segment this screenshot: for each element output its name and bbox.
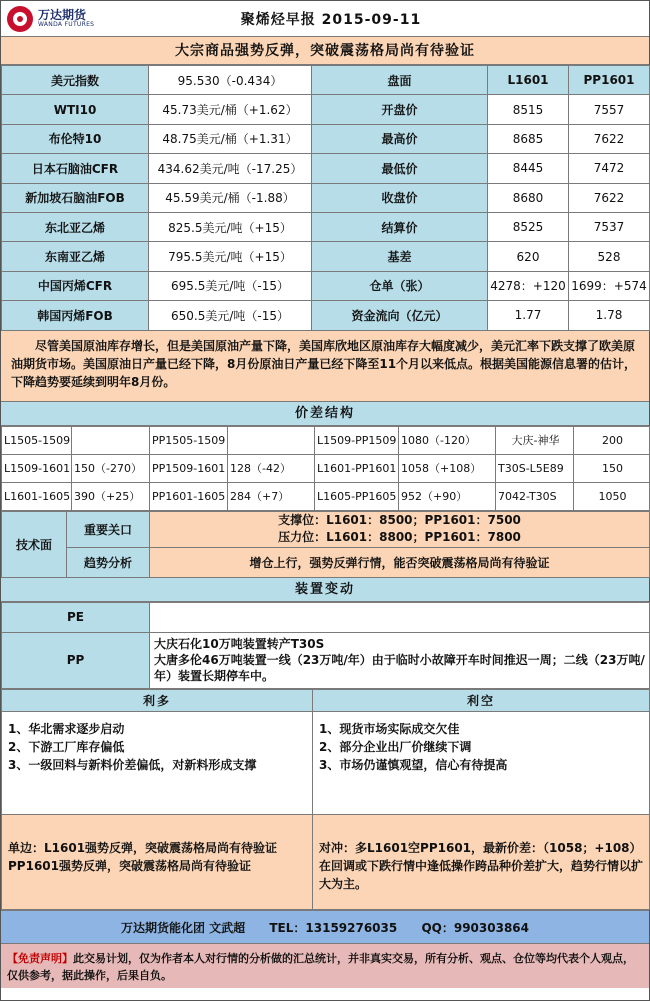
contact-tel: TEL：13159276035 [269, 920, 398, 935]
indicator-value: 650.5美元/吨（-15） [149, 301, 312, 330]
market-row [2, 301, 650, 330]
device-section-title: 装置变动 [1, 578, 649, 602]
pp1601-value: 528 [569, 242, 650, 271]
pe-device-text [150, 602, 650, 632]
pp1601-value: 1699：+574 [569, 271, 650, 300]
key-level-label: 重要关口 [67, 511, 150, 547]
disclaimer-text: 此交易计划，仅为作者本人对行情的分析做的汇总统计，并非真实交易，所有分析、观点、仓位等均代表个人观点，仅供参考，据此操作，后果自负。 [7, 951, 634, 982]
spread-table [1, 426, 650, 511]
contact-footer [1, 910, 649, 944]
market-row [2, 183, 650, 212]
pp-device-text [150, 632, 650, 688]
quote-field: 基差 [312, 242, 488, 271]
market-row [2, 95, 650, 124]
indicator-value: 434.62美元/吨（-17.25） [149, 154, 312, 183]
spread-value [228, 426, 315, 454]
market-row [2, 66, 650, 95]
grade-spread-value: 1050 [574, 482, 650, 510]
logo-name-cn: 万达期货 [38, 8, 87, 23]
quote-field: 最高价 [312, 124, 488, 153]
pp-label: PP [2, 632, 150, 688]
pp1601-value: PP1601 [569, 66, 650, 95]
bull-factors [2, 711, 313, 814]
disclaimer [1, 944, 649, 988]
indicator-name: 美元指数 [2, 66, 149, 95]
indicator-name: 韩国丙烯FOB [2, 301, 149, 330]
quote-field: 盘面 [312, 66, 488, 95]
market-row [2, 124, 650, 153]
pp1601-value: 7622 [569, 183, 650, 212]
trend-label: 趋势分析 [67, 547, 150, 577]
spread-value: 1080（-120） [399, 426, 496, 454]
key-level-values [150, 511, 650, 547]
contract-pair: L1601-1605 [2, 482, 72, 510]
technical-table [1, 511, 650, 578]
indicator-value: 45.73美元/桶（+1.62） [149, 95, 312, 124]
pe-label: PE [2, 602, 150, 632]
indicator-name: 东南亚乙烯 [2, 242, 149, 271]
indicator-name: 布伦特10 [2, 124, 149, 153]
report-header [1, 1, 649, 37]
indicator-name: WTI10 [2, 95, 149, 124]
l1601-value: 8525 [488, 212, 569, 241]
spread-value: 390（+25） [72, 482, 150, 510]
report-subtitle: 大宗商品强势反弹，突破震荡格局尚有待验证 [1, 37, 649, 65]
l1601-value: 8515 [488, 95, 569, 124]
grade-pair: T30S-L5E89 [496, 454, 574, 482]
l1601-value: 8680 [488, 183, 569, 212]
outlook-table [1, 689, 650, 910]
report-title: 聚烯烃早报 2015-09-11 [240, 11, 422, 28]
trend-analysis: 增仓上行，强势反弹行情，能否突破震荡格局尚有待验证 [150, 547, 650, 577]
spread-row [2, 454, 650, 482]
hedge-strategy: 对冲：多L1601空PP1601，最新价差：（1058；+108）在回调或下跌行情中逢低操作跨品种价差扩大，趋势行情以扩大为主。 [313, 814, 650, 909]
single-side-strategy: 单边：L1601强势反弹，突破震荡格局尚有待验证PP1601强势反弹，突破震荡格局尚有待验证 [2, 814, 313, 909]
l1601-value: 4278：+120 [488, 271, 569, 300]
logo-emblem-icon [7, 6, 33, 32]
indicator-name: 东北亚乙烯 [2, 212, 149, 241]
indicator-value: 45.59美元/桶（-1.88） [149, 183, 312, 212]
indicator-value: 825.5美元/吨（+15） [149, 212, 312, 241]
spread-value: 1058（+108） [399, 454, 496, 482]
spread-value [72, 426, 150, 454]
spread-row [2, 482, 650, 510]
contract-pair: L1509-PP1509 [315, 426, 399, 454]
market-row [2, 154, 650, 183]
market-row [2, 212, 650, 241]
indicator-name: 中国丙烯CFR [2, 271, 149, 300]
market-row [2, 242, 650, 271]
company-logo [1, 1, 113, 37]
l1601-value: L1601 [488, 66, 569, 95]
bear-item: 1、现货市场实际成交欠佳 [319, 721, 460, 736]
pp1601-value: 1.78 [569, 301, 650, 330]
grade-pair: 7042-T30S [496, 482, 574, 510]
resistance-level: 压力位：L1601：8800；PP1601：7800 [278, 530, 521, 545]
team-name: 万达期货能化团 文武超 [120, 920, 246, 935]
pp1601-value: 7537 [569, 212, 650, 241]
contract-pair: L1605-PP1605 [315, 482, 399, 510]
bear-item: 3、市场仍谨慎观望，信心有待提高 [319, 757, 508, 772]
market-table [1, 65, 650, 331]
disclaimer-tag: 【免责声明】 [7, 951, 73, 965]
market-commentary: 尽管美国原油库存增长，但是美国原油产量下降，美国库欣地区原油库存大幅度减少，美元汇率下跌支撑了欧美原油期货市场。美国原油日产量已经下降，8月份原油日产量已经下降至11个月以来低点。根据美国能源信息署的估计，下降趋势要延续到明年8月份。 [1, 331, 649, 402]
l1601-value: 620 [488, 242, 569, 271]
pp1601-value: 7622 [569, 124, 650, 153]
quote-field: 收盘价 [312, 183, 488, 212]
spread-value: 284（+7） [228, 482, 315, 510]
quote-field: 最低价 [312, 154, 488, 183]
device-table [1, 602, 650, 689]
contract-pair: L1505-1509 [2, 426, 72, 454]
pp1601-value: 7557 [569, 95, 650, 124]
bear-factors [313, 711, 650, 814]
spread-value: 952（+90） [399, 482, 496, 510]
pp1601-value: 7472 [569, 154, 650, 183]
grade-pair: 大庆-神华 [496, 426, 574, 454]
technical-label: 技术面 [2, 511, 67, 577]
indicator-value: 695.5美元/吨（-15） [149, 271, 312, 300]
spread-section-title: 价差结构 [1, 402, 649, 426]
pp-device-line: 大唐多伦46万吨装置一线（23万吨/年）由于临时小故障开车时间推迟一周；二线（23万吨/年）装置长期停车中。 [154, 653, 645, 684]
bull-title: 利多 [2, 689, 313, 711]
grade-spread-value: 150 [574, 454, 650, 482]
contract-pair: L1509-1601 [2, 454, 72, 482]
l1601-value: 8685 [488, 124, 569, 153]
contract-pair: L1601-PP1601 [315, 454, 399, 482]
contract-pair: PP1509-1601 [150, 454, 228, 482]
pp-device-line: 大庆石化10万吨装置转产T30S [154, 637, 325, 652]
bull-item: 3、一级回料与新料价差偏低，对新料形成支撑 [8, 757, 257, 772]
l1601-value: 1.77 [488, 301, 569, 330]
indicator-value: 48.75美元/桶（+1.31） [149, 124, 312, 153]
contract-pair: PP1505-1509 [150, 426, 228, 454]
quote-field: 资金流向（亿元） [312, 301, 488, 330]
bull-item: 2、下游工厂库存偏低 [8, 739, 125, 754]
quote-field: 仓单（张） [312, 271, 488, 300]
spread-value: 128（-42） [228, 454, 315, 482]
indicator-value: 95.530（-0.434） [149, 66, 312, 95]
quote-field: 开盘价 [312, 95, 488, 124]
contract-pair: PP1601-1605 [150, 482, 228, 510]
grade-spread-value: 200 [574, 426, 650, 454]
indicator-name: 日本石脑油CFR [2, 154, 149, 183]
contact-qq: QQ：990303864 [421, 920, 529, 935]
bull-item: 1、华北需求逐步启动 [8, 721, 125, 736]
market-row [2, 271, 650, 300]
indicator-name: 新加坡石脑油FOB [2, 183, 149, 212]
bear-title: 利空 [313, 689, 650, 711]
spread-value: 150（-270） [72, 454, 150, 482]
bear-item: 2、部分企业出厂价继续下调 [319, 739, 472, 754]
l1601-value: 8445 [488, 154, 569, 183]
support-level: 支撑位：L1601：8500；PP1601：7500 [278, 513, 521, 528]
logo-name-en: WANDA FUTURES [38, 20, 95, 28]
quote-field: 结算价 [312, 212, 488, 241]
indicator-value: 795.5美元/吨（+15） [149, 242, 312, 271]
spread-row [2, 426, 650, 454]
